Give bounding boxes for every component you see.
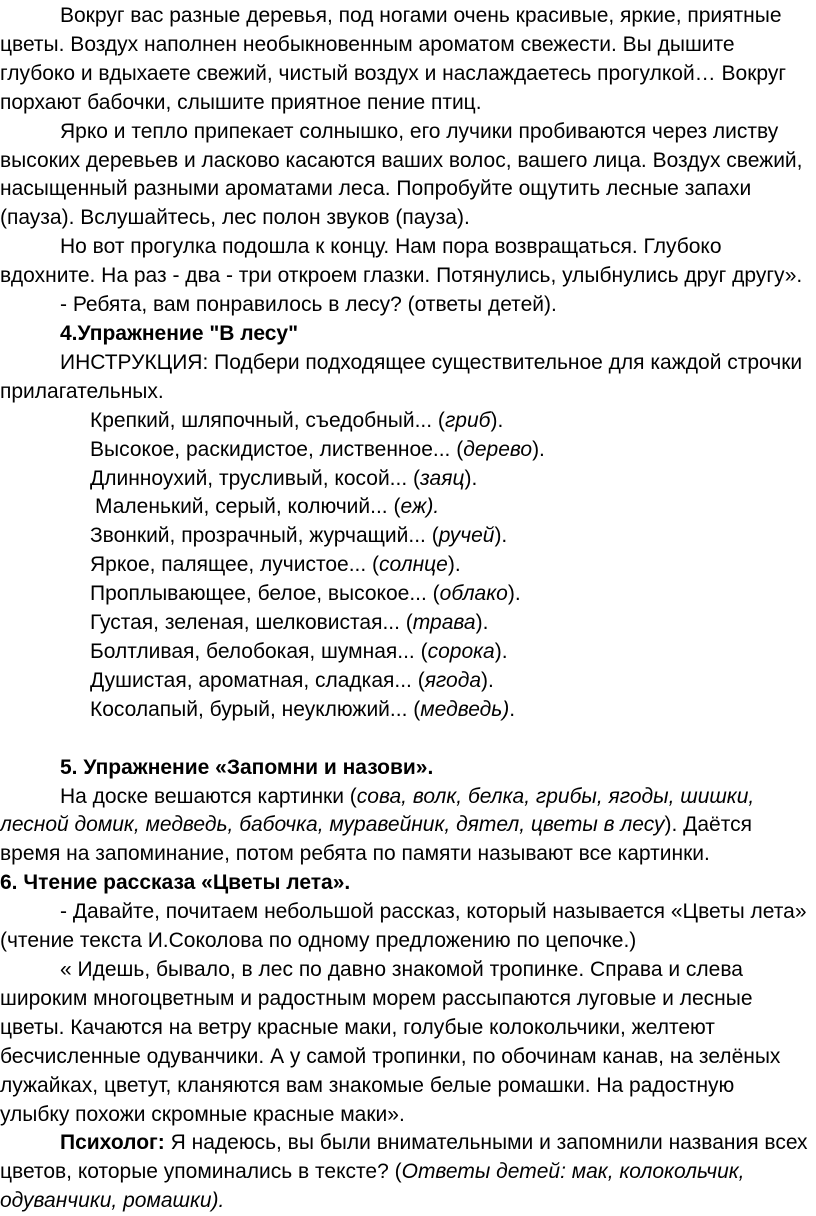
intro-paragraph-1: Вокруг вас разные деревья, под ногами очень красивые, яркие, приятные цветы. Воздух наполнен необыкновенным ароматом свежести. Вы дышите глубоко и вдыхаете свежий, чистый воздух и наслаждаетесь прогулкой… Вокруг порхают бабочки, слышите приятное пение птиц. [0,4,786,114]
exercise-6-heading: 6. Чтение рассказа «Цветы лета». [0,871,351,895]
list-item: Высокое, раскидистое, лиственное... (дерево). [90,437,545,461]
list-item: Маленький, серый, колючий... (еж). [95,495,440,519]
exercise-4-list [0,407,808,725]
list-item: Густая, зеленая, шелковистая... (трава). [90,611,489,635]
exercise-4-instruction: ИНСТРУКЦИЯ: Подбери подходящее существительное для каждой строчки прилагательных. [0,350,803,403]
exercise-4-heading: 4.Упражнение "В лесу" [60,321,299,345]
list-item: Проплывающее, белое, высокое... (облако). [90,582,521,606]
intro-paragraph-4: - Ребята, вам понравилось в лесу? (ответы детей). [60,293,557,317]
list-item: Косолапый, бурый, неуклюжий... (медведь). [90,697,516,721]
list-item: Яркое, палящее, лучистое... (солнце). [90,553,461,577]
exercise-5-text: На доске вешаются картинки (сова, волк, белка, грибы, ягоды, шишки, лесной домик, медведь, бабочка, муравейник, дятел, цветы в лесу). Даётся время на запоминание, потом ребята по памяти называют все картинки. [0,784,755,866]
list-item: Крепкий, шляпочный, съедобный... (гриб). [90,408,504,432]
list-item: Длинноухий, трусливый, косой... (заяц). [90,466,478,490]
intro-paragraph-2: Ярко и тепло припекает солнышко, его лучики пробиваются через листву высоких деревьев и ласково касаются ваших волос, вашего лица. Воздух свежий, насыщенный разными ароматами леса. Попробуйте ощутить лесные запахи (пауза). Вслушайтесь, лес полон звуков (пауза). [0,119,803,230]
exercise-5-heading: 5. Упражнение «Запомни и назови». [60,755,434,779]
intro-paragraph-3: Но вот прогулка подошла к концу. Нам пора возвращаться. Глубоко вдохните. На раз - два - три откроем глазки. Потянулись, улыбнулись друг другу». [0,235,803,288]
blank-line [0,725,808,754]
exercise-6-paragraph-1: - Давайте, почитаем небольшой рассказ, который называется «Цветы лета» (чтение текста И.Соколова по одному предложению по цепочке.) [0,900,807,953]
list-item: Душистая, ароматная, сладкая... (ягода). [90,668,494,692]
psychologist-paragraph: Психолог: Я надеюсь, вы были внимательными и запомнили названия всех цветов, которые упоминались в тексте? (Ответы детей: мак, колокольчик, одуванчики, ромашки). [0,1131,808,1213]
list-item: Болтливая, белобокая, шумная... (сорока). [90,639,508,663]
exercise-6-story: « Идешь, бывало, в лес по давно знакомой тропинке. Справа и слева широким многоцветным и радостным морем рассыпаются луговые и лесные цветы. Качаются на ветру красные маки, голубые колокольчики, желтеют бесчисленные одуванчики. А у самой тропинки, по обочинам канав, на зелёных лужайках, цветут, кланяются вам знакомые белые ромашки. На радостную улыбку похожи скромные красные маки». [0,958,781,1126]
list-item: Звонкий, прозрачный, журчащий... (ручей). [90,524,508,548]
